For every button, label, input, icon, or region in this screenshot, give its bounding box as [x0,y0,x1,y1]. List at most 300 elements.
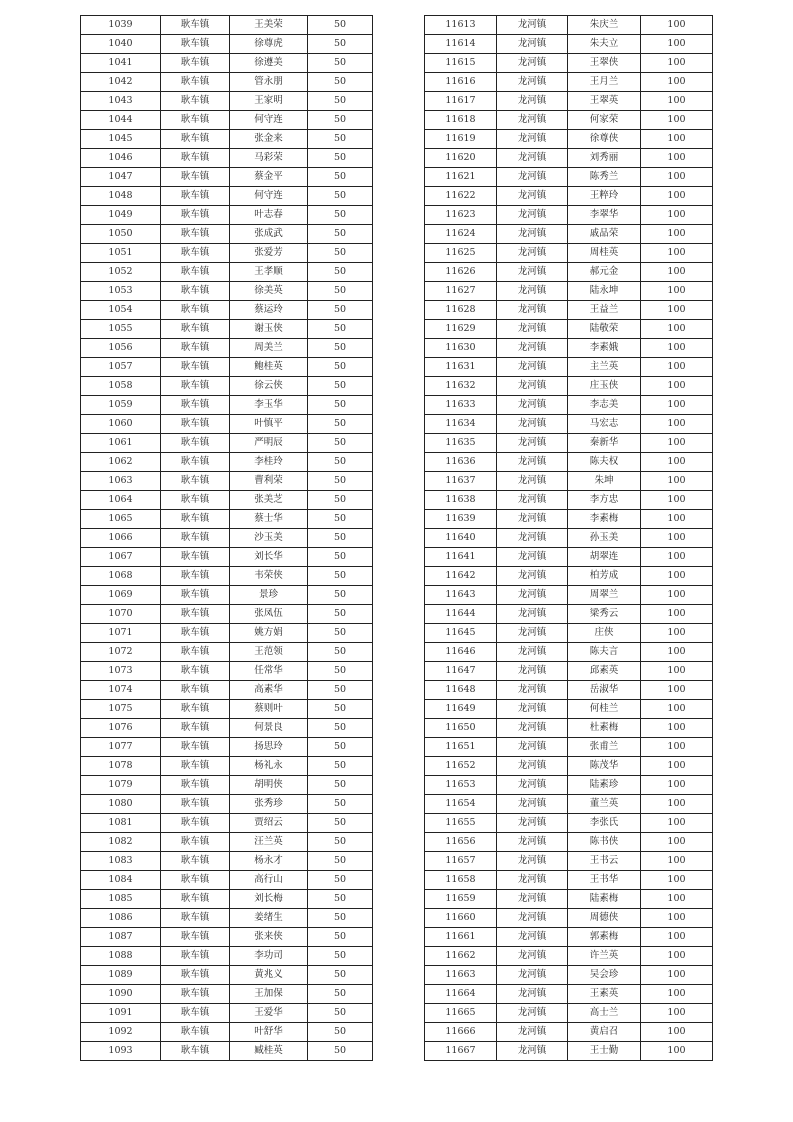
amount-cell: 100 [641,225,713,244]
serial-number-cell: 1075 [81,700,161,719]
amount-cell: 100 [641,149,713,168]
amount-cell: 100 [641,966,713,985]
serial-number-cell: 1055 [81,320,161,339]
table-row [425,54,713,73]
serial-number-cell: 1085 [81,890,161,909]
table-row [81,54,373,73]
table-row [425,111,713,130]
name-cell: 汪兰英 [230,833,308,852]
town-cell: 龙河镇 [497,928,568,947]
table-row [425,130,713,149]
table-row [425,282,713,301]
town-cell: 耿车镇 [161,35,230,54]
amount-cell: 50 [308,339,373,358]
table-row [81,396,373,415]
name-cell: 胡明侠 [230,776,308,795]
table-row [425,567,713,586]
table-row [425,624,713,643]
amount-cell: 50 [308,168,373,187]
name-cell: 李翠华 [568,206,641,225]
town-cell: 耿车镇 [161,548,230,567]
table-row [81,814,373,833]
amount-cell: 100 [641,909,713,928]
table-row [425,16,713,35]
serial-number-cell: 11620 [425,149,497,168]
name-cell: 严明辰 [230,434,308,453]
table-row [425,339,713,358]
name-cell: 岳淑华 [568,681,641,700]
town-cell: 龙河镇 [497,833,568,852]
serial-number-cell: 11616 [425,73,497,92]
serial-number-cell: 1071 [81,624,161,643]
serial-number-cell: 11648 [425,681,497,700]
serial-number-cell: 1083 [81,852,161,871]
amount-cell: 50 [308,605,373,624]
serial-number-cell: 1084 [81,871,161,890]
name-cell: 张美芝 [230,491,308,510]
serial-number-cell: 11643 [425,586,497,605]
table-row [425,510,713,529]
table-row [425,757,713,776]
serial-number-cell: 1052 [81,263,161,282]
amount-cell: 100 [641,1042,713,1061]
serial-number-cell: 1074 [81,681,161,700]
town-cell: 龙河镇 [497,852,568,871]
name-cell: 李功司 [230,947,308,966]
table-row [425,415,713,434]
amount-cell: 50 [308,434,373,453]
name-cell: 周翠兰 [568,586,641,605]
town-cell: 龙河镇 [497,472,568,491]
town-cell: 耿车镇 [161,92,230,111]
serial-number-cell: 11635 [425,434,497,453]
amount-cell: 100 [641,263,713,282]
serial-number-cell: 11618 [425,111,497,130]
serial-number-cell: 1040 [81,35,161,54]
town-cell: 龙河镇 [497,700,568,719]
amount-cell: 100 [641,130,713,149]
name-cell: 邱素英 [568,662,641,681]
table-row [81,453,373,472]
name-cell: 孙玉美 [568,529,641,548]
serial-number-cell: 11615 [425,54,497,73]
name-cell: 张爱芳 [230,244,308,263]
town-cell: 耿车镇 [161,168,230,187]
table-row [81,586,373,605]
name-cell: 王书云 [568,852,641,871]
town-cell: 龙河镇 [497,320,568,339]
table-row [81,92,373,111]
table-row [425,700,713,719]
amount-cell: 50 [308,130,373,149]
name-cell: 姚方娟 [230,624,308,643]
town-cell: 龙河镇 [497,1023,568,1042]
amount-cell: 100 [641,282,713,301]
table-row [425,472,713,491]
name-cell: 张成武 [230,225,308,244]
amount-cell: 100 [641,111,713,130]
table-row [81,890,373,909]
serial-number-cell: 11655 [425,814,497,833]
name-cell: 何桂兰 [568,700,641,719]
serial-number-cell: 11614 [425,35,497,54]
table-row [81,624,373,643]
name-cell: 何守连 [230,187,308,206]
name-cell: 姜绪生 [230,909,308,928]
serial-number-cell: 1064 [81,491,161,510]
name-cell: 张甫兰 [568,738,641,757]
town-cell: 龙河镇 [497,263,568,282]
serial-number-cell: 1062 [81,453,161,472]
amount-cell: 100 [641,472,713,491]
town-cell: 龙河镇 [497,16,568,35]
serial-number-cell: 11647 [425,662,497,681]
name-cell: 王月兰 [568,73,641,92]
serial-number-cell: 11623 [425,206,497,225]
amount-cell: 50 [308,947,373,966]
name-cell: 张来侠 [230,928,308,947]
serial-number-cell: 11666 [425,1023,497,1042]
table-row [81,605,373,624]
serial-number-cell: 1067 [81,548,161,567]
name-cell: 周美兰 [230,339,308,358]
name-cell: 蔡则叶 [230,700,308,719]
serial-number-cell: 11625 [425,244,497,263]
town-cell: 耿车镇 [161,358,230,377]
name-cell: 陆永坤 [568,282,641,301]
serial-number-cell: 1092 [81,1023,161,1042]
name-cell: 李玉华 [230,396,308,415]
amount-cell: 100 [641,415,713,434]
table-row [425,168,713,187]
amount-cell: 50 [308,206,373,225]
name-cell: 马宏志 [568,415,641,434]
town-cell: 龙河镇 [497,244,568,263]
serial-number-cell: 11664 [425,985,497,1004]
amount-cell: 50 [308,453,373,472]
name-cell: 胡翠连 [568,548,641,567]
amount-cell: 50 [308,529,373,548]
town-cell: 龙河镇 [497,92,568,111]
name-cell: 刘长梅 [230,890,308,909]
amount-cell: 50 [308,643,373,662]
amount-cell: 100 [641,168,713,187]
serial-number-cell: 11636 [425,453,497,472]
town-cell: 龙河镇 [497,54,568,73]
town-cell: 龙河镇 [497,1004,568,1023]
table-row [425,206,713,225]
serial-number-cell: 11634 [425,415,497,434]
table-row [81,1023,373,1042]
name-cell: 秦新华 [568,434,641,453]
town-cell: 耿车镇 [161,700,230,719]
serial-number-cell: 1063 [81,472,161,491]
table-row [81,282,373,301]
table-row [425,225,713,244]
name-cell: 董兰英 [568,795,641,814]
town-cell: 龙河镇 [497,814,568,833]
town-cell: 龙河镇 [497,890,568,909]
table-row [81,947,373,966]
name-cell: 何守连 [230,111,308,130]
amount-cell: 50 [308,814,373,833]
amount-cell: 50 [308,700,373,719]
serial-number-cell: 1093 [81,1042,161,1061]
amount-cell: 50 [308,738,373,757]
town-cell: 龙河镇 [497,415,568,434]
table-row [81,1004,373,1023]
town-cell: 耿车镇 [161,795,230,814]
town-cell: 龙河镇 [497,529,568,548]
serial-number-cell: 11639 [425,510,497,529]
name-cell: 张凤伍 [230,605,308,624]
amount-cell: 50 [308,1004,373,1023]
serial-number-cell: 1069 [81,586,161,605]
serial-number-cell: 1050 [81,225,161,244]
town-cell: 耿车镇 [161,16,230,35]
town-cell: 耿车镇 [161,434,230,453]
serial-number-cell: 1076 [81,719,161,738]
town-cell: 龙河镇 [497,966,568,985]
table-row [81,567,373,586]
serial-number-cell: 11658 [425,871,497,890]
serial-number-cell: 1042 [81,73,161,92]
town-cell: 耿车镇 [161,909,230,928]
table-row [81,377,373,396]
serial-number-cell: 1091 [81,1004,161,1023]
amount-cell: 50 [308,871,373,890]
serial-number-cell: 1080 [81,795,161,814]
table-row [425,586,713,605]
amount-cell: 100 [641,681,713,700]
serial-number-cell: 11633 [425,396,497,415]
amount-cell: 50 [308,491,373,510]
amount-cell: 100 [641,396,713,415]
serial-number-cell: 1077 [81,738,161,757]
serial-number-cell: 11651 [425,738,497,757]
name-cell: 叶舒华 [230,1023,308,1042]
serial-number-cell: 11630 [425,339,497,358]
amount-cell: 50 [308,890,373,909]
town-cell: 龙河镇 [497,225,568,244]
table-row [425,149,713,168]
town-cell: 龙河镇 [497,149,568,168]
name-cell: 高素华 [230,681,308,700]
name-cell: 徐云侠 [230,377,308,396]
table-row [425,396,713,415]
table-row [425,738,713,757]
serial-number-cell: 1068 [81,567,161,586]
name-cell: 吴会珍 [568,966,641,985]
town-cell: 耿车镇 [161,510,230,529]
name-cell: 庄玉侠 [568,377,641,396]
town-cell: 耿车镇 [161,833,230,852]
table-row [81,738,373,757]
name-cell: 王士勤 [568,1042,641,1061]
amount-cell: 50 [308,510,373,529]
amount-cell: 50 [308,149,373,168]
name-cell: 许兰英 [568,947,641,966]
serial-number-cell: 1056 [81,339,161,358]
town-cell: 耿车镇 [161,738,230,757]
amount-cell: 100 [641,871,713,890]
name-cell: 马彩荣 [230,149,308,168]
name-cell: 张金来 [230,130,308,149]
amount-cell: 100 [641,795,713,814]
table-row [81,985,373,1004]
table-row [81,681,373,700]
amount-cell: 100 [641,719,713,738]
town-cell: 耿车镇 [161,871,230,890]
name-cell: 王范领 [230,643,308,662]
amount-cell: 100 [641,244,713,263]
serial-number-cell: 11638 [425,491,497,510]
name-cell: 王粹玲 [568,187,641,206]
serial-number-cell: 1041 [81,54,161,73]
town-cell: 耿车镇 [161,567,230,586]
table-row [81,358,373,377]
town-cell: 耿车镇 [161,605,230,624]
table-row [425,434,713,453]
town-cell: 龙河镇 [497,168,568,187]
name-cell: 王美荣 [230,16,308,35]
amount-cell: 100 [641,16,713,35]
town-cell: 耿车镇 [161,472,230,491]
town-cell: 龙河镇 [497,73,568,92]
town-cell: 耿车镇 [161,491,230,510]
town-cell: 耿车镇 [161,377,230,396]
table-row [81,339,373,358]
name-cell: 鲍桂英 [230,358,308,377]
table-row [425,358,713,377]
town-cell: 耿车镇 [161,814,230,833]
town-cell: 耿车镇 [161,966,230,985]
town-cell: 耿车镇 [161,1023,230,1042]
amount-cell: 100 [641,757,713,776]
table-row [81,149,373,168]
name-cell: 柏芳成 [568,567,641,586]
table-row [425,73,713,92]
table-row [81,776,373,795]
town-cell: 耿车镇 [161,320,230,339]
amount-cell: 50 [308,54,373,73]
town-cell: 龙河镇 [497,35,568,54]
name-cell: 徐尊虎 [230,35,308,54]
serial-number-cell: 11656 [425,833,497,852]
name-cell: 李志美 [568,396,641,415]
table-row [81,415,373,434]
name-cell: 王爱华 [230,1004,308,1023]
town-cell: 耿车镇 [161,985,230,1004]
serial-number-cell: 11631 [425,358,497,377]
name-cell: 高行山 [230,871,308,890]
name-cell: 黄兆义 [230,966,308,985]
name-cell: 韦荣侠 [230,567,308,586]
town-cell: 龙河镇 [497,491,568,510]
name-cell: 王益兰 [568,301,641,320]
amount-cell: 100 [641,662,713,681]
town-cell: 龙河镇 [497,548,568,567]
amount-cell: 50 [308,966,373,985]
serial-number-cell: 11654 [425,795,497,814]
serial-number-cell: 1045 [81,130,161,149]
name-cell: 庄侠 [568,624,641,643]
name-cell: 李素娥 [568,339,641,358]
table-row [425,966,713,985]
table-row [81,757,373,776]
serial-number-cell: 1058 [81,377,161,396]
name-cell: 何家荣 [568,111,641,130]
town-cell: 龙河镇 [497,187,568,206]
amount-cell: 100 [641,187,713,206]
table-row [425,985,713,1004]
name-cell: 陈夫言 [568,643,641,662]
name-cell: 陈夫权 [568,453,641,472]
town-cell: 龙河镇 [497,1042,568,1061]
town-cell: 龙河镇 [497,358,568,377]
serial-number-cell: 1089 [81,966,161,985]
amount-cell: 100 [641,301,713,320]
name-cell: 刘秀丽 [568,149,641,168]
serial-number-cell: 11621 [425,168,497,187]
amount-cell: 50 [308,282,373,301]
serial-number-cell: 1053 [81,282,161,301]
amount-cell: 50 [308,377,373,396]
serial-number-cell: 1048 [81,187,161,206]
serial-number-cell: 1060 [81,415,161,434]
town-cell: 龙河镇 [497,377,568,396]
amount-cell: 50 [308,1023,373,1042]
name-cell: 周德侠 [568,909,641,928]
table-row [81,548,373,567]
table-row [425,92,713,111]
town-cell: 耿车镇 [161,396,230,415]
serial-number-cell: 1039 [81,16,161,35]
amount-cell: 50 [308,35,373,54]
table-row [425,662,713,681]
serial-number-cell: 11628 [425,301,497,320]
town-cell: 龙河镇 [497,757,568,776]
name-cell: 郭素梅 [568,928,641,947]
amount-cell: 100 [641,814,713,833]
table-row [81,16,373,35]
table-row [425,947,713,966]
town-cell: 耿车镇 [161,624,230,643]
table-row [81,320,373,339]
amount-cell: 50 [308,586,373,605]
name-cell: 朱庆兰 [568,16,641,35]
table-row [425,852,713,871]
amount-cell: 50 [308,187,373,206]
serial-number-cell: 11629 [425,320,497,339]
serial-number-cell: 11642 [425,567,497,586]
serial-number-cell: 11641 [425,548,497,567]
name-cell: 张秀珍 [230,795,308,814]
town-cell: 耿车镇 [161,149,230,168]
table-row [425,795,713,814]
amount-cell: 50 [308,719,373,738]
serial-number-cell: 11649 [425,700,497,719]
serial-number-cell: 1044 [81,111,161,130]
serial-number-cell: 1078 [81,757,161,776]
table-row [81,700,373,719]
table-row [425,301,713,320]
table-row [425,548,713,567]
amount-cell: 50 [308,928,373,947]
amount-cell: 50 [308,681,373,700]
right-roster-table [424,15,713,1061]
serial-number-cell: 1087 [81,928,161,947]
